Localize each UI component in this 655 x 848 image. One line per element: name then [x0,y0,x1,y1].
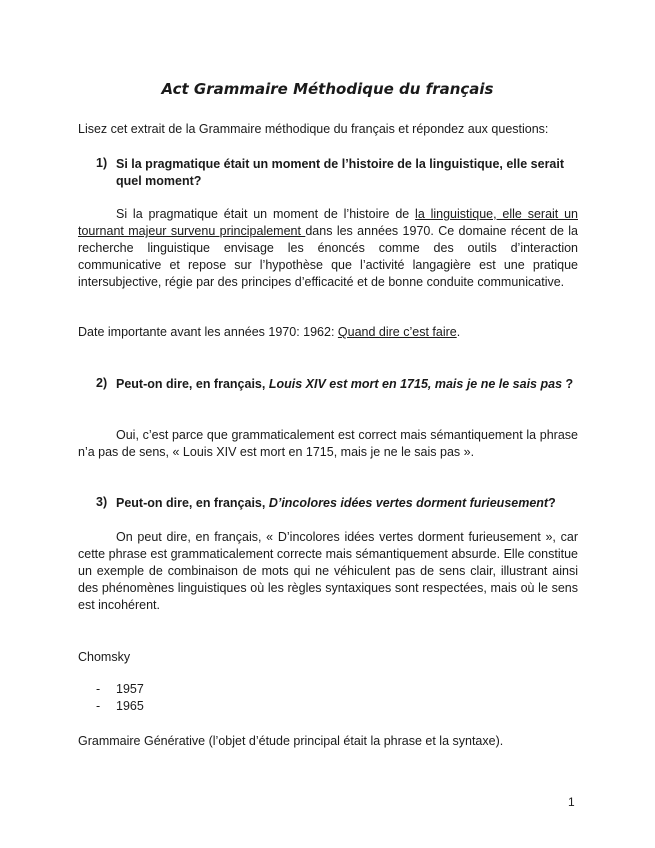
answer-1-part1: Si la pragmatique était un moment de l’histoire de [116,207,416,221]
closing-paragraph: Grammaire Générative (l’objet d’étude principal était la phrase et la syntaxe). [78,734,504,748]
answer-1-part2: dans les années 1970. Ce domaine récent de la recherche linguistique envisage les énoncés comme des outils d’interaction communicative et repose sur l’hypothèse que l’activité langagière est une pratique intersubjective, régie par des principes d’efficacité et de bonne conduite communicative. [78,224,579,289]
answer-1-underlined: la linguistique, elle serait un tournant majeur survenu principalement [78,207,578,238]
question-2-end: ? [562,377,574,391]
answer-2-paragraph: Oui, c’est parce que grammaticalement est correct mais sémantiquement la phrase n’a pas de sens, « Louis XIV est mort en 1715, mais je ne le sais pas ». [78,428,578,459]
date-note-suffix: . [456,325,461,339]
answer-1-paragraph [78,206,578,291]
question-3-end: ? [548,496,556,510]
question-3-italic: D’incolores idées vertes dorment furieusement [268,496,549,510]
question-3-number: 3) [96,495,108,509]
question-1-number: 1) [96,156,108,170]
bullet-dash: - [96,699,101,713]
question-3-text [116,495,578,512]
question-1-text: Si la pragmatique était un moment de l’histoire de la linguistique, elle serait quel moment? [116,157,565,188]
chomsky-heading: Chomsky [78,650,131,664]
date-note-book-title: Quand dire c’est faire [337,325,457,339]
page-number: 1 [568,795,575,809]
list-item-year-1965: 1965 [116,699,144,713]
answer-3-paragraph: On peut dire, en français, « D’incolores idées vertes dorment furieusement », car cette phrase est grammaticalement correcte mais sémantiquement absurde. Elle constitue un exemple de combinaison de mots qui ne véhiculent pas de sens clair, illustrant ainsi des phénomènes linguistiques où les règles syntaxiques sont respectées, mais où le sens est incohérent. [78,530,578,612]
question-2-italic: Louis XIV est mort en 1715, mais je ne le sais pas [268,377,563,391]
question-3-plain: Peut-on dire, en français, [116,496,269,510]
date-note-prefix: Date importante avant les années 1970: 1962: [78,325,338,339]
bullet-dash: - [96,682,101,696]
date-note [78,324,578,341]
question-2-number: 2) [96,376,108,390]
intro-paragraph: Lisez cet extrait de la Grammaire méthodique du français et répondez aux questions: [78,122,549,136]
list-item-year-1957: 1957 [116,682,144,696]
page-title: Act Grammaire Méthodique du français [161,80,494,98]
question-2-text [116,376,578,393]
question-2-plain: Peut-on dire, en français, [116,377,269,391]
